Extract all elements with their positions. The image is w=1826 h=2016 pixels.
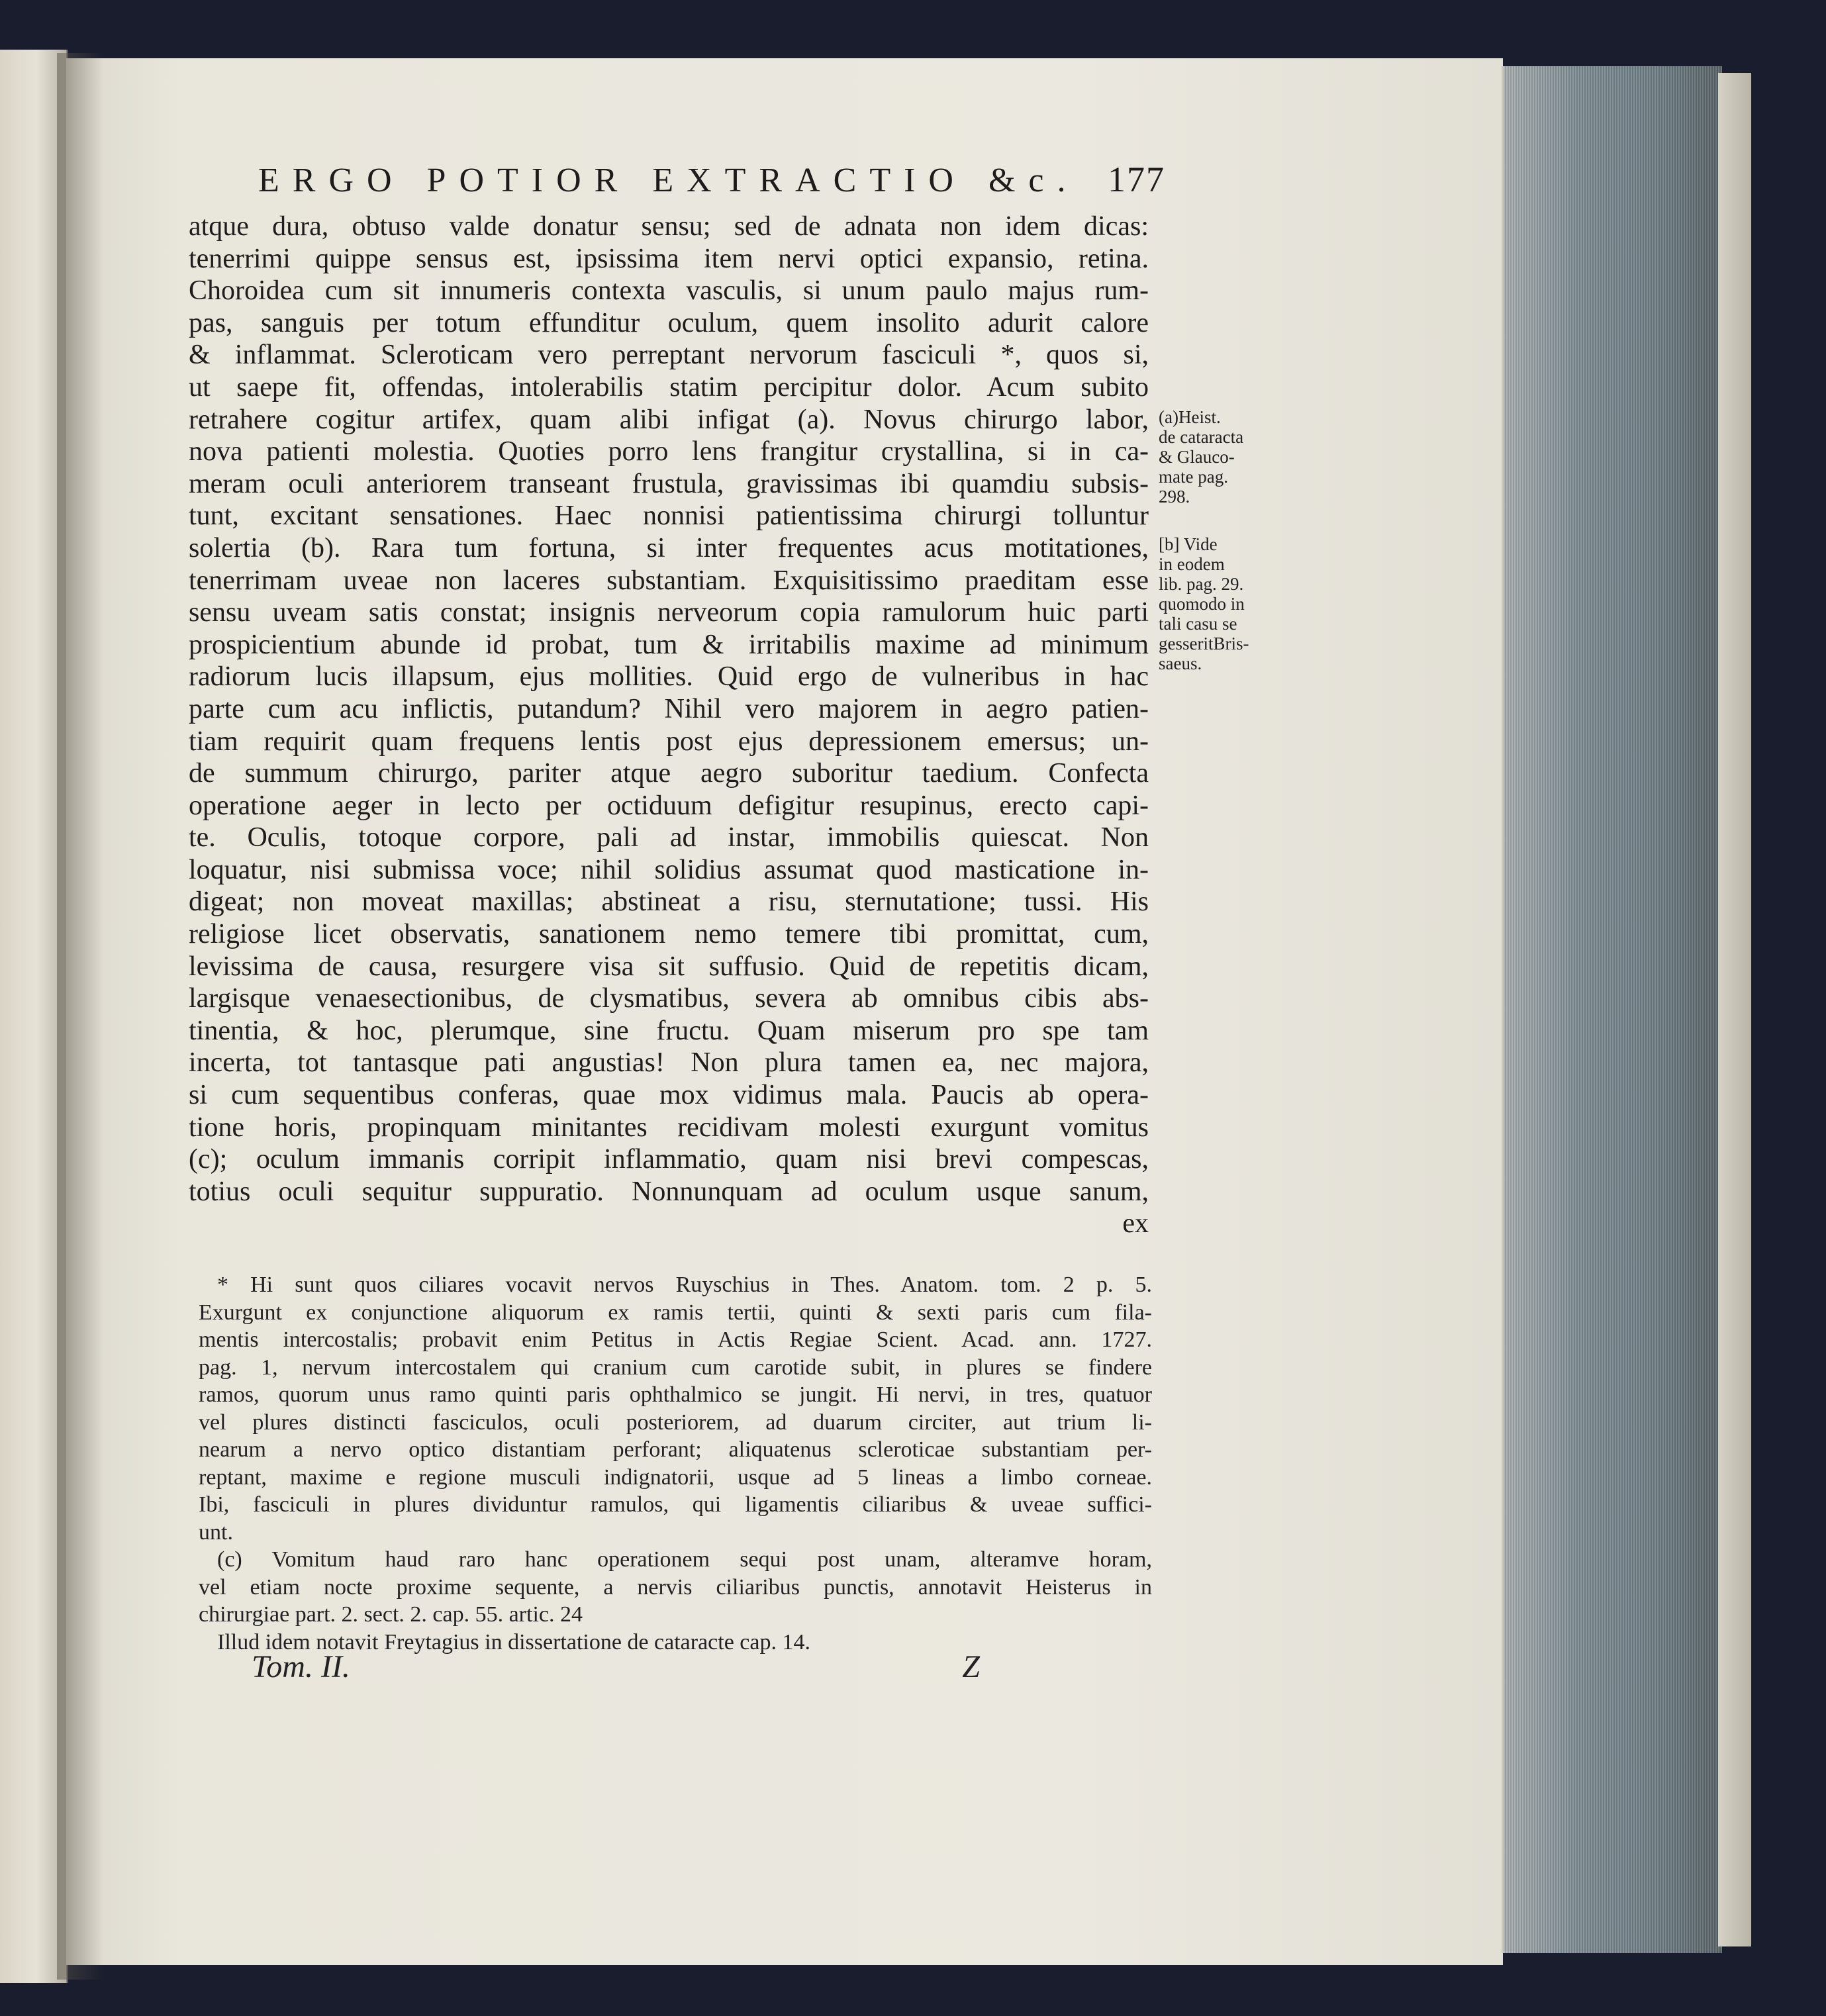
footnote-line: Exurgunt ex conjunctione aliquorum ex ramis tertii, quinti & sexti paris cum fila- [199,1300,1152,1325]
text-line: tiam requirit quam frequens lentis post ejus depressionem emersus; un- [189,726,1149,757]
text-line: (c); oculum immanis corripit inflammatio, quam nisi brevi compescas, [189,1144,1149,1175]
footnote-line: chirurgiae part. 2. sect. 2. cap. 55. artic. 24 [199,1602,583,1627]
text-line: incerta, tot tantasque pati angustias! Non plura tamen ea, nec majora, [189,1047,1149,1079]
page-number: 177 [1108,160,1165,199]
running-title: ERGO POTIOR EXTRACTIO &c. [258,162,1079,199]
signature-line [252,1649,980,1685]
footnote-line: vel plures distincti fasciculos, oculi posteriorem, ad duarum circiter, aut trium li- [199,1410,1152,1435]
text-line: religiose licet observatis, sanationem nemo temere tibi promittat, cum, [189,919,1149,950]
text-line: meram oculi anteriorem transeant frustula, gravissimas ibi quamdiu subsis- [189,468,1149,499]
footnote-line: Illud idem notavit Freytagius in dissertatione de cataracte cap. 14. [217,1629,810,1655]
text-line: totius oculi sequitur suppuratio. Nonnunquam ad oculum usque sanum, [189,1176,1149,1207]
text-line: si cum sequentibus conferas, quae mox vidimus mala. Paucis ab opera- [189,1080,1149,1111]
footnotes [199,1271,1152,1656]
margin-note-b-line: lib. pag. 29. [1159,574,1244,594]
text-line: tione horis, propinquam minitantes recidivam molesti exurgunt vomitus [189,1112,1149,1143]
text-line: ut saepe fit, offendas, intolerabilis statim percipitur dolor. Acum subito [189,371,1149,403]
volume-mark: Tom. II. [252,1649,350,1684]
margin-notes [1159,407,1291,673]
text-line: solertia (b). Rara tum fortuna, si inter frequentes acus motitationes, [189,532,1149,563]
gutter-shadow [57,53,103,1980]
footnote-line: ramos, quorum unus ramo quinti paris ophthalmico se jungit. Hi nervi, in tres, quatuor [199,1382,1152,1407]
margin-note-a-line: de cataracta [1159,427,1244,447]
running-header [258,159,1165,200]
margin-note-b-line: tali casu se [1159,614,1237,634]
text-line: atque dura, obtuso valde donatur sensu; sed de adnata non idem dicas: [189,211,1149,242]
text-line: pas, sanguis per totum effunditur oculum, quem insolito adurit calore [189,307,1149,338]
signature-mark: Z [962,1649,980,1684]
text-line: nova patienti molestia. Quoties porro lens frangitur crystallina, si in ca- [189,436,1149,467]
text-line: sensu uveam satis constat; insignis nerveorum copia ramulorum huic parti [189,597,1149,628]
margin-note-a-line: 298. [1159,487,1190,506]
text-line: tenerrimam uveae non laceres substantiam. Exquisitissimo praeditam esse [189,565,1149,596]
text-line: parte cum acu inflictis, putandum? Nihil vero majorem in aegro patien- [189,693,1149,724]
text-line: levissima de causa, resurgere visa sit suffusio. Quid de repetitis dicam, [189,951,1149,982]
text-line: de summum chirurgo, pariter atque aegro suboritur taedium. Confecta [189,758,1149,789]
footnote-line: mentis intercostalis; probavit enim Petitus in Actis Regiae Scient. Acad. ann. 1727. [199,1327,1152,1352]
cover-board-edge [1718,73,1751,1946]
footnote-line: (c) Vomitum haud raro hanc operationem sequi post unam, alteramve horam, [217,1547,1152,1572]
text-line: te. Oculis, totoque corpore, pali ad instar, immobilis quiescat. Non [189,822,1149,853]
margin-note-a-line: & Glauco- [1159,447,1235,467]
text-line: loquatur, nisi submissa voce; nihil solidius assumat quod masticatione in- [189,854,1149,885]
text-line: tenerrimi quippe sensus est, ipsissima item nervi optici expansio, retina. [189,243,1149,274]
text-line: largisque venaesectionibus, de clysmatibus, severa ab omnibus cibis abs- [189,983,1149,1014]
footnote-line: nearum a nervo optico distantiam perforant; aliquatenus scleroticae substantiam per- [199,1437,1152,1462]
text-line: tunt, excitant sensationes. Haec nonnisi patientissima chirurgi tolluntur [189,501,1149,532]
text-line: & inflammat. Scleroticam vero perreptant nervorum fasciculi *, quos si, [189,340,1149,371]
margin-note-b-line: saeus. [1159,653,1202,673]
text-line: operatione aeger in lecto per octiduum defigitur resupinus, erecto capi- [189,790,1149,821]
text-line: tinentia, & hoc, plerumque, sine fructu. Quam miserum pro spe tam [189,1015,1149,1046]
footnote-line: pag. 1, nervum intercostalem qui cranium cum carotide subit, in plures se findere [199,1355,1152,1380]
text-line: prospicientium abunde id probat, tum & irritabilis maxime ad minimum [189,629,1149,660]
text-line: digeat; non moveat maxillas; abstineat a risu, sternutatione; tussi. His [189,887,1149,918]
margin-note-b-line: gesseritBris- [1159,634,1249,653]
margin-note-a-line: mate pag. [1159,467,1228,487]
footnote-line: vel etiam nocte proxime sequente, a nervis ciliaribus punctis, annotavit Heisterus in [199,1574,1152,1600]
catchword: ex [1122,1208,1149,1239]
margin-note-b-line: in eodem [1159,554,1225,574]
text-line: radiorum lucis illapsum, ejus mollities. Quid ergo de vulneribus in hac [189,661,1149,693]
text-line: Choroidea cum sit innumeris contexta vasculis, si unum paulo majus rum- [189,275,1149,307]
footnote-line: reptant, maxime e regione musculi indignatorii, usque ad 5 lineas a limbo corneae. [199,1464,1152,1490]
margin-note-b-line: [b] Vide [1159,534,1218,554]
text-line: retrahere cogitur artifex, quam alibi infigat (a). Novus chirurgo labor, [189,404,1149,435]
margin-note-b-line: quomodo in [1159,594,1245,614]
main-text [189,211,1149,1240]
footnote-line: unt. [199,1519,233,1545]
margin-note-a-line: (a)Heist. [1159,407,1221,427]
footnote-line: * Hi sunt quos ciliares vocavit nervos Ruyschius in Thes. Anatom. tom. 2 p. 5. [217,1272,1152,1297]
footnote-line: Ibi, fasciculi in plures dividuntur ramulos, qui ligamentis ciliaribus & uveae suffici- [199,1492,1152,1517]
fore-edge [1502,66,1722,1953]
